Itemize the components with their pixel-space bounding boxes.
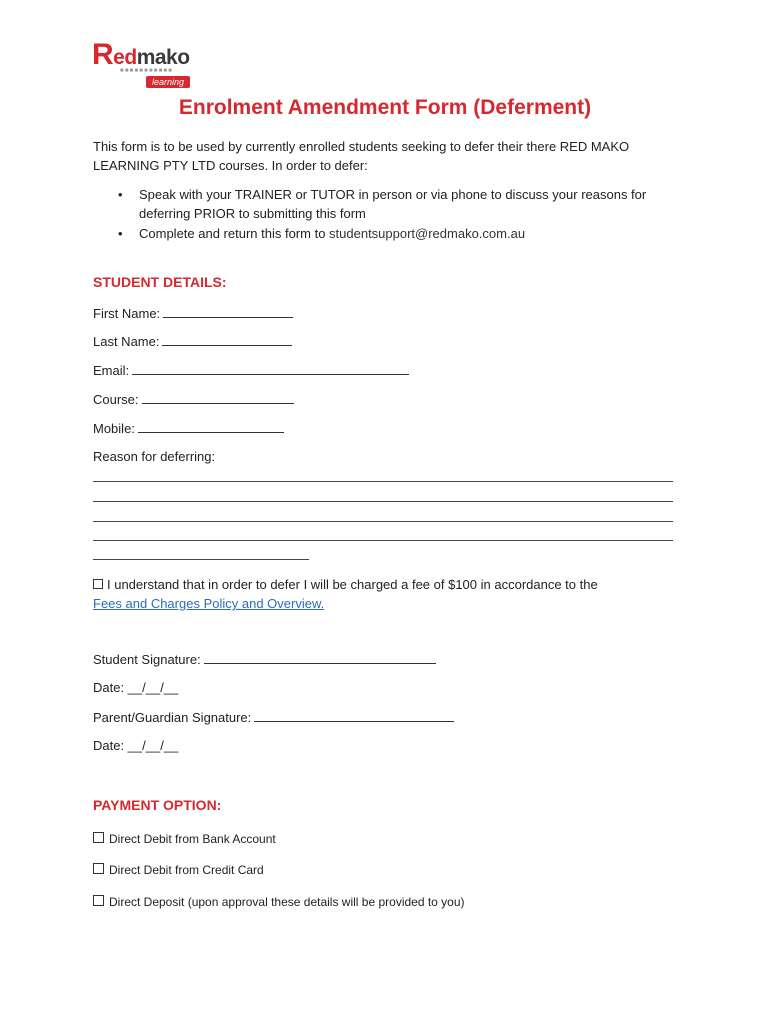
reason-line-1[interactable] bbox=[93, 481, 673, 482]
student-signature-field[interactable] bbox=[204, 651, 436, 664]
first-name-row: First Name: bbox=[93, 305, 293, 321]
reason-line-2[interactable] bbox=[93, 501, 673, 502]
checkbox[interactable] bbox=[93, 863, 104, 874]
reason-line-4[interactable] bbox=[93, 540, 673, 541]
logo-wordmark: Redmako bbox=[92, 38, 190, 71]
checkbox[interactable] bbox=[93, 832, 104, 843]
reason-line-5[interactable] bbox=[93, 559, 309, 560]
logo-learning-badge: learning bbox=[146, 76, 190, 88]
student-details-heading: STUDENT DETAILS: bbox=[93, 274, 227, 290]
payment-option-direct-deposit[interactable]: Direct Deposit (upon approval these details will be provided to you) bbox=[93, 895, 465, 909]
parent-signature-row: Parent/Guardian Signature: bbox=[93, 709, 454, 725]
list-item: • Speak with your TRAINER or TUTOR in person or via phone to discuss your reasons for deferring PRIOR to submitting this form bbox=[118, 185, 678, 223]
last-name-row: Last Name: bbox=[93, 333, 292, 349]
course-row: Course: bbox=[93, 391, 294, 407]
intro-text: This form is to be used by currently enrolled students seeking to defer their there RED MAKO LEARNING PTY LTD courses. In order to defer: bbox=[93, 139, 630, 173]
reason-label: Reason for deferring: bbox=[93, 449, 216, 464]
support-email-link[interactable]: studentsupport@redmako.com.au bbox=[329, 226, 526, 241]
payment-option-heading: PAYMENT OPTION: bbox=[93, 797, 222, 813]
reason-line-3[interactable] bbox=[93, 521, 673, 522]
fees-policy-link[interactable]: Fees and Charges Policy and Overview. bbox=[93, 596, 325, 611]
logo-dots: ■■■■■■■■■■■ bbox=[120, 68, 174, 74]
mobile-row: Mobile: bbox=[93, 420, 284, 436]
student-signature-row: Student Signature: bbox=[93, 651, 436, 667]
date-1[interactable]: Date: __/__/__ bbox=[93, 680, 179, 695]
fee-agreement: I understand that in order to defer I will be charged a fee of $100 in accordance to the Fees and Charges Policy and Overview. bbox=[93, 577, 598, 611]
mobile-field[interactable] bbox=[138, 420, 284, 433]
parent-signature-field[interactable] bbox=[254, 709, 454, 722]
date-2[interactable]: Date: __/__/__ bbox=[93, 738, 179, 753]
checkbox[interactable] bbox=[93, 895, 104, 906]
first-name-field[interactable] bbox=[163, 305, 293, 318]
payment-option-bank[interactable]: Direct Debit from Bank Account bbox=[93, 832, 276, 846]
course-field[interactable] bbox=[142, 391, 294, 404]
fee-agreement-checkbox[interactable] bbox=[93, 579, 103, 589]
last-name-field[interactable] bbox=[162, 333, 292, 346]
instruction-list bbox=[118, 185, 678, 244]
payment-option-credit-card[interactable]: Direct Debit from Credit Card bbox=[93, 863, 264, 877]
form-title: Enrolment Amendment Form (Deferment) bbox=[178, 96, 592, 119]
email-row: Email: bbox=[93, 362, 409, 378]
list-item: • Complete and return this form to studentsupport@redmako.com.au bbox=[118, 224, 678, 243]
email-field[interactable] bbox=[132, 362, 409, 375]
redmako-logo bbox=[92, 40, 212, 95]
